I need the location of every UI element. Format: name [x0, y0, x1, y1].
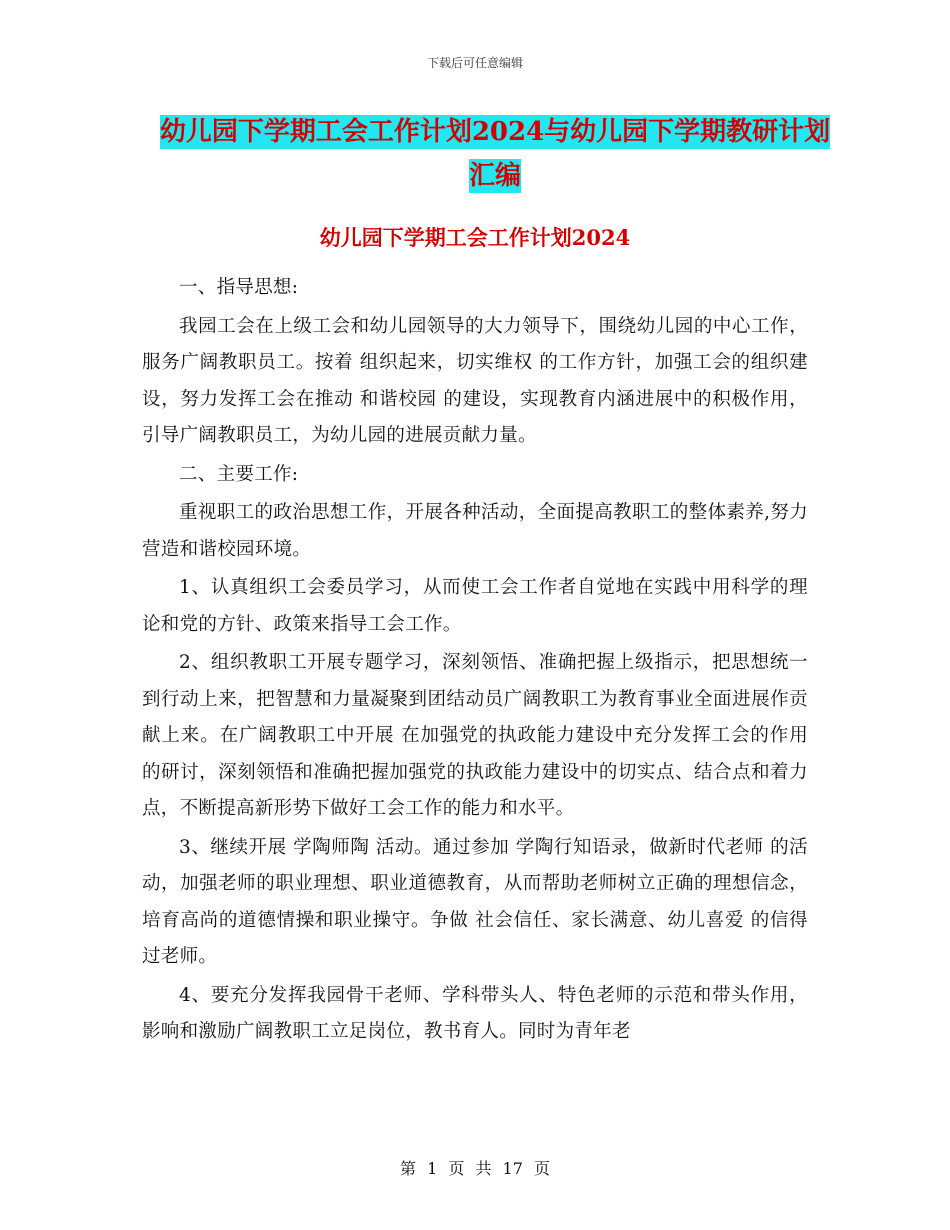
- document-title-text: 幼儿园下学期工会工作计划2024与幼儿园下学期教研计划汇编: [159, 117, 831, 191]
- paragraph-heading-1: 一、指导思想:: [179, 277, 299, 298]
- paragraph: 4、要充分发挥我园骨干老师、学科带头人、特色老师的示范和带头作用，影响和激励广阔教职工立足岗位，教书育人。同时为青年老: [142, 984, 808, 1042]
- paragraph: 3、继续开展 学陶师陶 活动。通过参加 学陶行知语录，做新时代老师 的活动，加强老师的职业理想、职业道德教育，从而帮助老师树立正确的理想信念，培育高尚的道德情操和职业操守。争做 社会信任、家长满意、幼儿喜爱 的信得过老师。: [142, 836, 808, 967]
- paragraph: 重视职工的政治思想工作，开展各种活动，全面提高教职工的整体素养,努力营造和谐校园环境。: [142, 502, 808, 560]
- header-note: 下载后可任意编辑: [426, 56, 523, 70]
- document-body: [142, 270, 808, 1051]
- section-title: 幼儿园下学期工会工作计划2024: [319, 225, 631, 250]
- page-number-footer: 第 1 页 共 17 页: [400, 1159, 550, 1178]
- paragraph: 2、组织教职工开展专题学习，深刻领悟、准确把握上级指示，把思想统一到行动上来，把智慧和力量凝聚到团结动员广阔教职工为教育事业全面进展作贡献上来。在广阔教职工中开展 在加强党的执政能力建设中充分发挥工会的作用 的研讨，深刻领悟和准确把握加强党的执政能力建设中的切实点、结合点和着力点，不断提高新形势下做好工会工作的能力和水平。: [142, 652, 808, 819]
- paragraph-heading-2: 二、主要工作:: [179, 463, 299, 485]
- paragraph: 1、认真组织工会委员学习，从而使工会工作者自觉地在实践中用科学的理论和党的方针、政策来指导工会工作。: [142, 577, 808, 635]
- document-title: [150, 110, 840, 198]
- paragraph: 我园工会在上级工会和幼儿园领导的大力领导下，围绕幼儿园的中心工作，服务广阔教职员工。按着 组织起来，切实维权 的工作方针，加强工会的组织建设，努力发挥工会在推动 和谐校园 的建设，实现教育内涵进展中的积极作用，引导广阔教职员工，为幼儿园的进展贡献力量。: [142, 315, 808, 446]
